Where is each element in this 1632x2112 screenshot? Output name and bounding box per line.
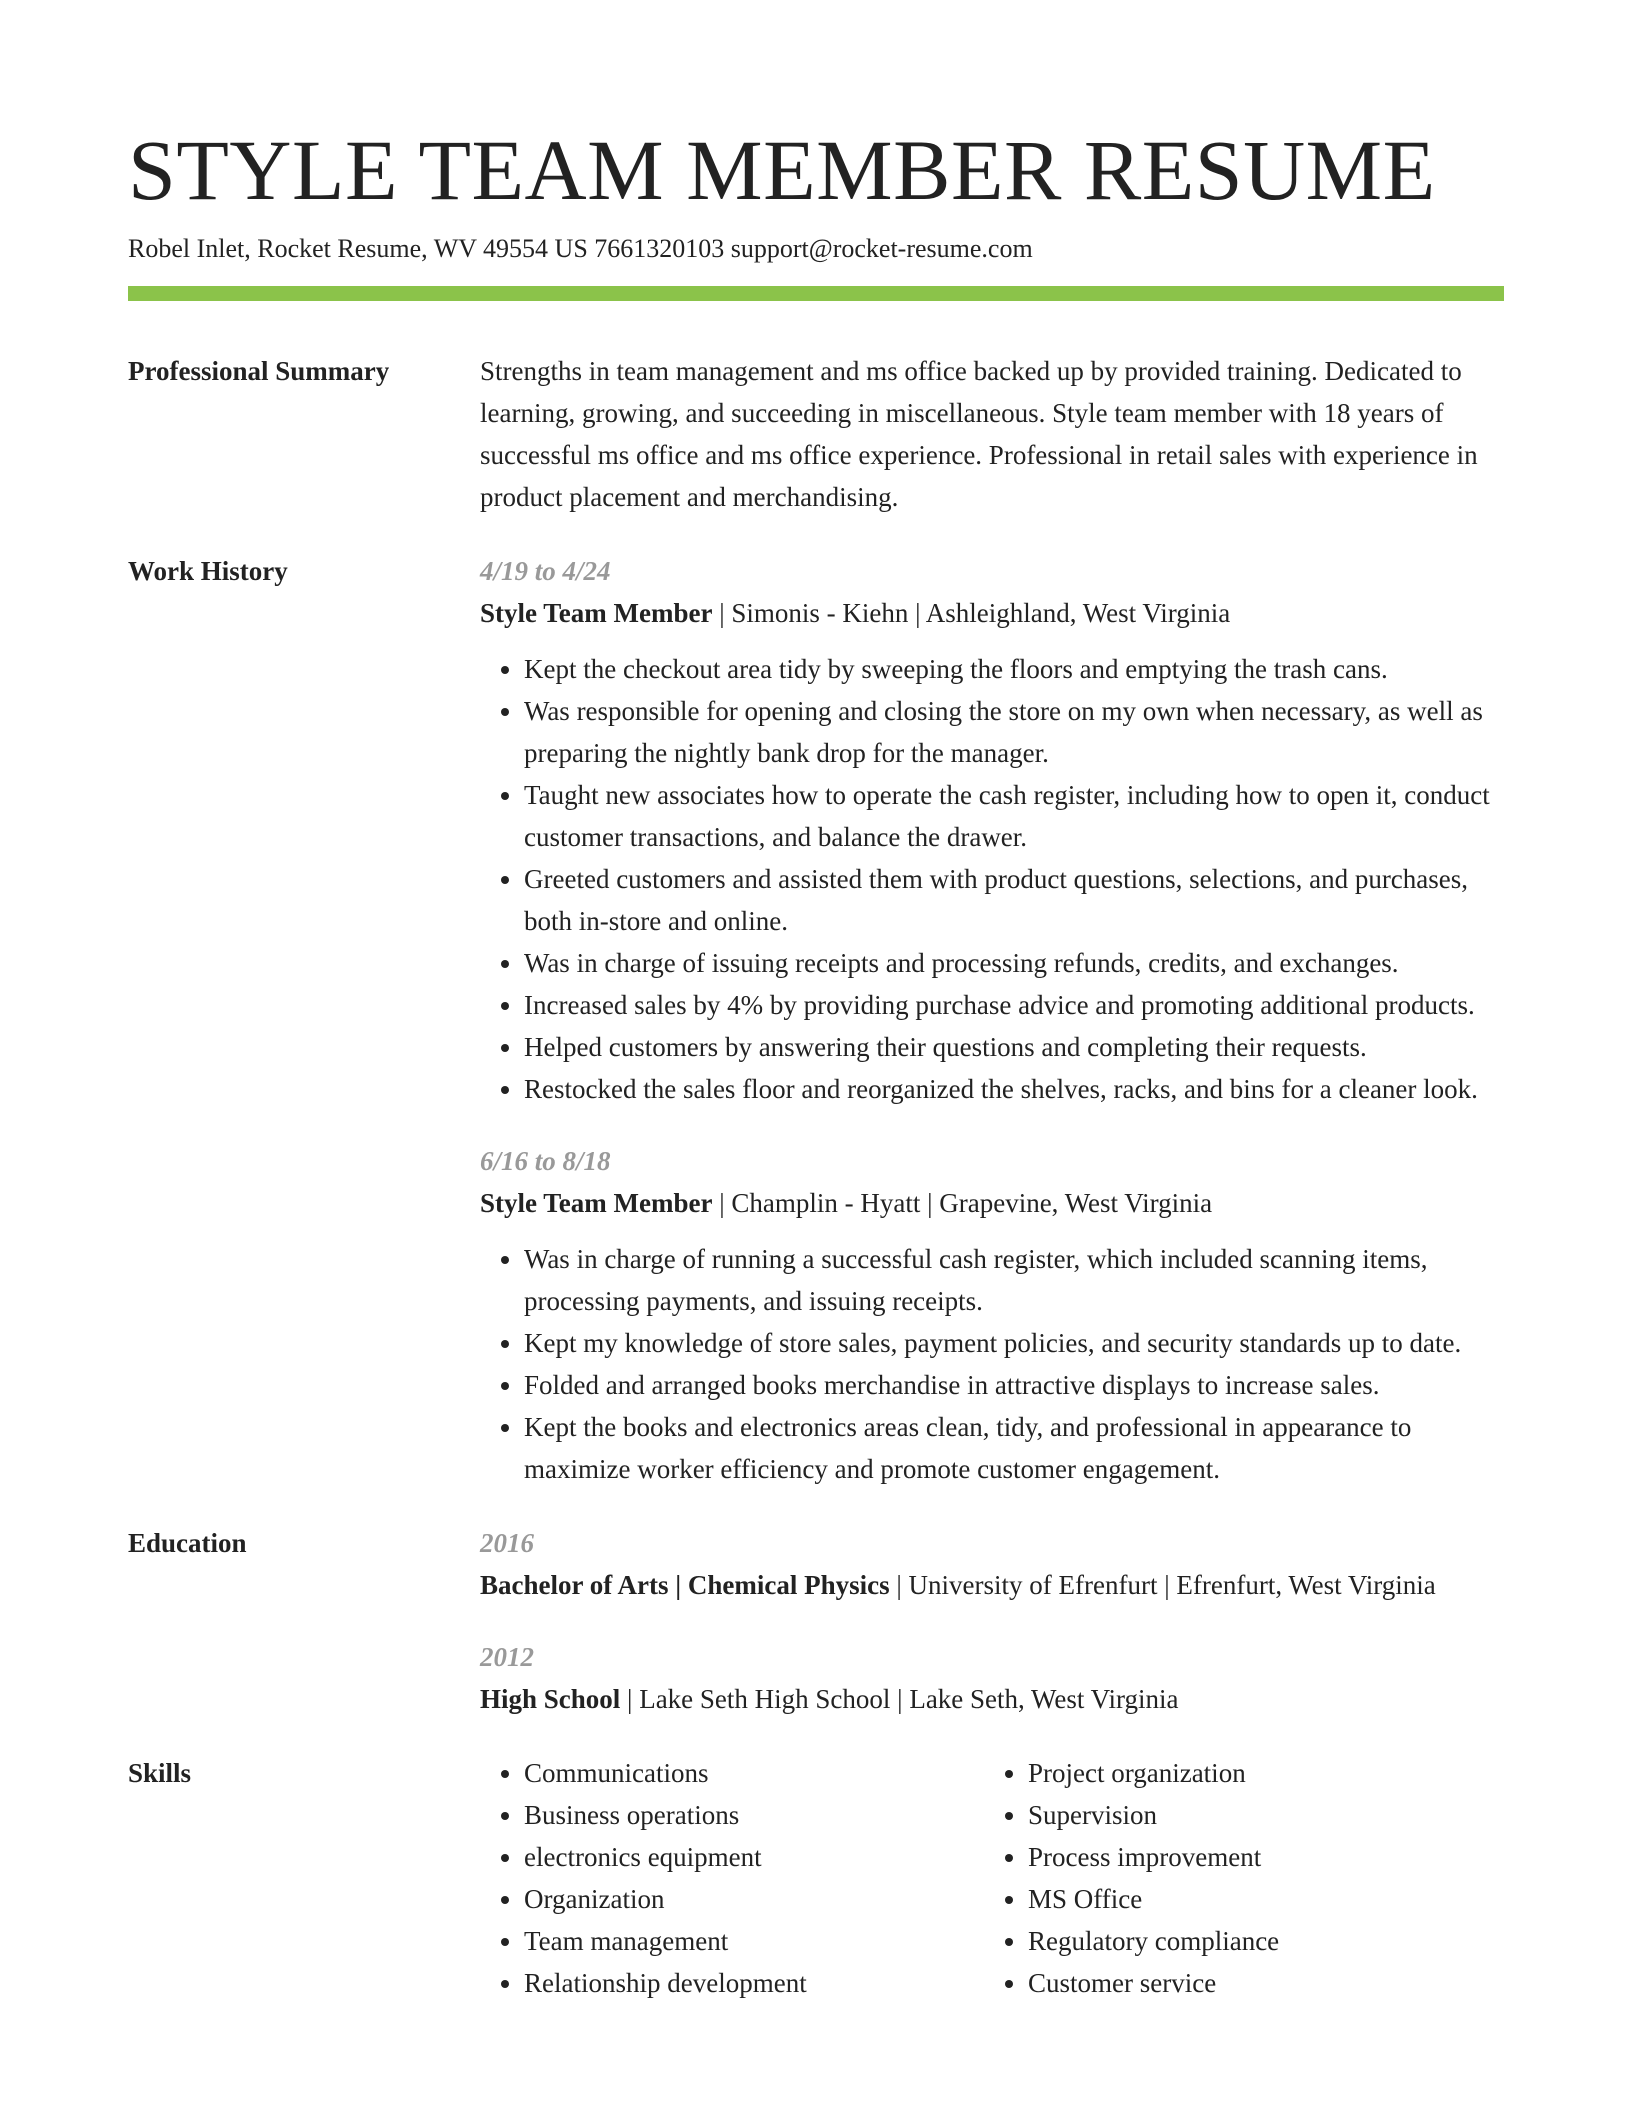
job-role-line [480, 592, 1504, 634]
skills-columns [480, 1752, 1504, 2004]
job-bullet: • Helped customers by answering their questions and completing their requests. [524, 1026, 1504, 1068]
skill-item: • Team management [524, 1920, 984, 1962]
job-role-line [480, 1182, 1504, 1224]
job-dates: 6/16 to 8/18 [480, 1146, 611, 1176]
job-title: Style Team Member [480, 598, 713, 628]
work-history-section [128, 550, 1504, 1490]
skill-item: • Customer service [1028, 1962, 1488, 2004]
education-details: | Lake Seth High School | Lake Seth, West Virginia [620, 1684, 1179, 1714]
section-label-education: Education [128, 1528, 247, 1558]
job-details: | Simonis - Kiehn | Ashleighland, West Virginia [712, 598, 1231, 628]
skill-item: • Supervision [1028, 1794, 1488, 1836]
education-year: 2012 [480, 1642, 534, 1672]
job-title: Style Team Member [480, 1188, 713, 1218]
job-bullet: • Greeted customers and assisted them with product questions, selections, and purchases, both in-store and online. [524, 858, 1504, 942]
job-bullet: • Was in charge of issuing receipts and processing refunds, credits, and exchanges. [524, 942, 1504, 984]
job-entry [480, 550, 1504, 1110]
job-details: | Champlin - Hyatt | Grapevine, West Virginia [712, 1188, 1213, 1218]
education-entry [480, 1636, 1504, 1720]
resume-sections [128, 350, 1504, 2036]
summary-section [128, 350, 1504, 518]
job-bullets [480, 1238, 1504, 1490]
job-bullet: • Was in charge of running a successful cash register, which included scanning items, processing payments, and issuing receipts. [524, 1238, 1504, 1322]
skills-section [128, 1752, 1504, 2004]
education-entry [480, 1522, 1504, 1606]
education-line [480, 1678, 1504, 1720]
education-section [128, 1522, 1504, 1720]
job-bullet: • Kept my knowledge of store sales, payment policies, and security standards up to date. [524, 1322, 1504, 1364]
job-bullet: • Taught new associates how to operate the cash register, including how to open it, conduct customer transactions, and balance the drawer. [524, 774, 1504, 858]
job-dates: 4/19 to 4/24 [480, 556, 611, 586]
education-year: 2016 [480, 1528, 534, 1558]
job-bullet: • Kept the checkout area tidy by sweeping the floors and emptying the trash cans. [524, 648, 1504, 690]
section-label-summary: Professional Summary [128, 356, 390, 386]
education-details: | University of Efrenfurt | Efrenfurt, West Virginia [889, 1570, 1436, 1600]
job-bullets [480, 648, 1504, 1110]
skill-item: • Relationship development [524, 1962, 984, 2004]
skills-list-right [984, 1752, 1488, 2004]
skill-item: • electronics equipment [524, 1836, 984, 1878]
skill-item: • Business operations [524, 1794, 984, 1836]
education-line [480, 1564, 1504, 1606]
skills-list-left [480, 1752, 984, 2004]
section-label-skills: Skills [128, 1758, 192, 1788]
skill-item: • Organization [524, 1878, 984, 1920]
accent-divider [128, 286, 1504, 301]
job-entry [480, 1140, 1504, 1490]
job-bullet: • Increased sales by 4% by providing purchase advice and promoting additional products. [524, 984, 1504, 1026]
summary-text: Strengths in team management and ms office backed up by provided training. Dedicated to learning, growing, and succeeding in miscellaneous. Style team member with 18 years of successful ms office and ms office experience. Professional in retail sales with experience in product placement and merchandising. [480, 356, 1478, 512]
skill-item: • Regulatory compliance [1028, 1920, 1488, 1962]
job-bullet: • Folded and arranged books merchandise in attractive displays to increase sales. [524, 1364, 1504, 1406]
education-degree: High School [480, 1684, 621, 1714]
job-bullet: • Restocked the sales floor and reorganized the shelves, racks, and bins for a cleaner look. [524, 1068, 1504, 1110]
skill-item: • Process improvement [1028, 1836, 1488, 1878]
resume-title: STYLE TEAM MEMBER RESUME [128, 122, 1436, 218]
section-label-work-history: Work History [128, 556, 288, 586]
contact-line: Robel Inlet, Rocket Resume, WV 49554 US 7661320103 support@rocket-resume.com [128, 234, 1033, 263]
skill-item: • Communications [524, 1752, 984, 1794]
job-bullet: • Kept the books and electronics areas clean, tidy, and professional in appearance to maximize worker efficiency and promote customer engagement. [524, 1406, 1504, 1490]
skill-item: • MS Office [1028, 1878, 1488, 1920]
job-bullet: • Was responsible for opening and closing the store on my own when necessary, as well as preparing the nightly bank drop for the manager. [524, 690, 1504, 774]
skill-item: • Project organization [1028, 1752, 1488, 1794]
education-degree: Bachelor of Arts | Chemical Physics [480, 1570, 890, 1600]
